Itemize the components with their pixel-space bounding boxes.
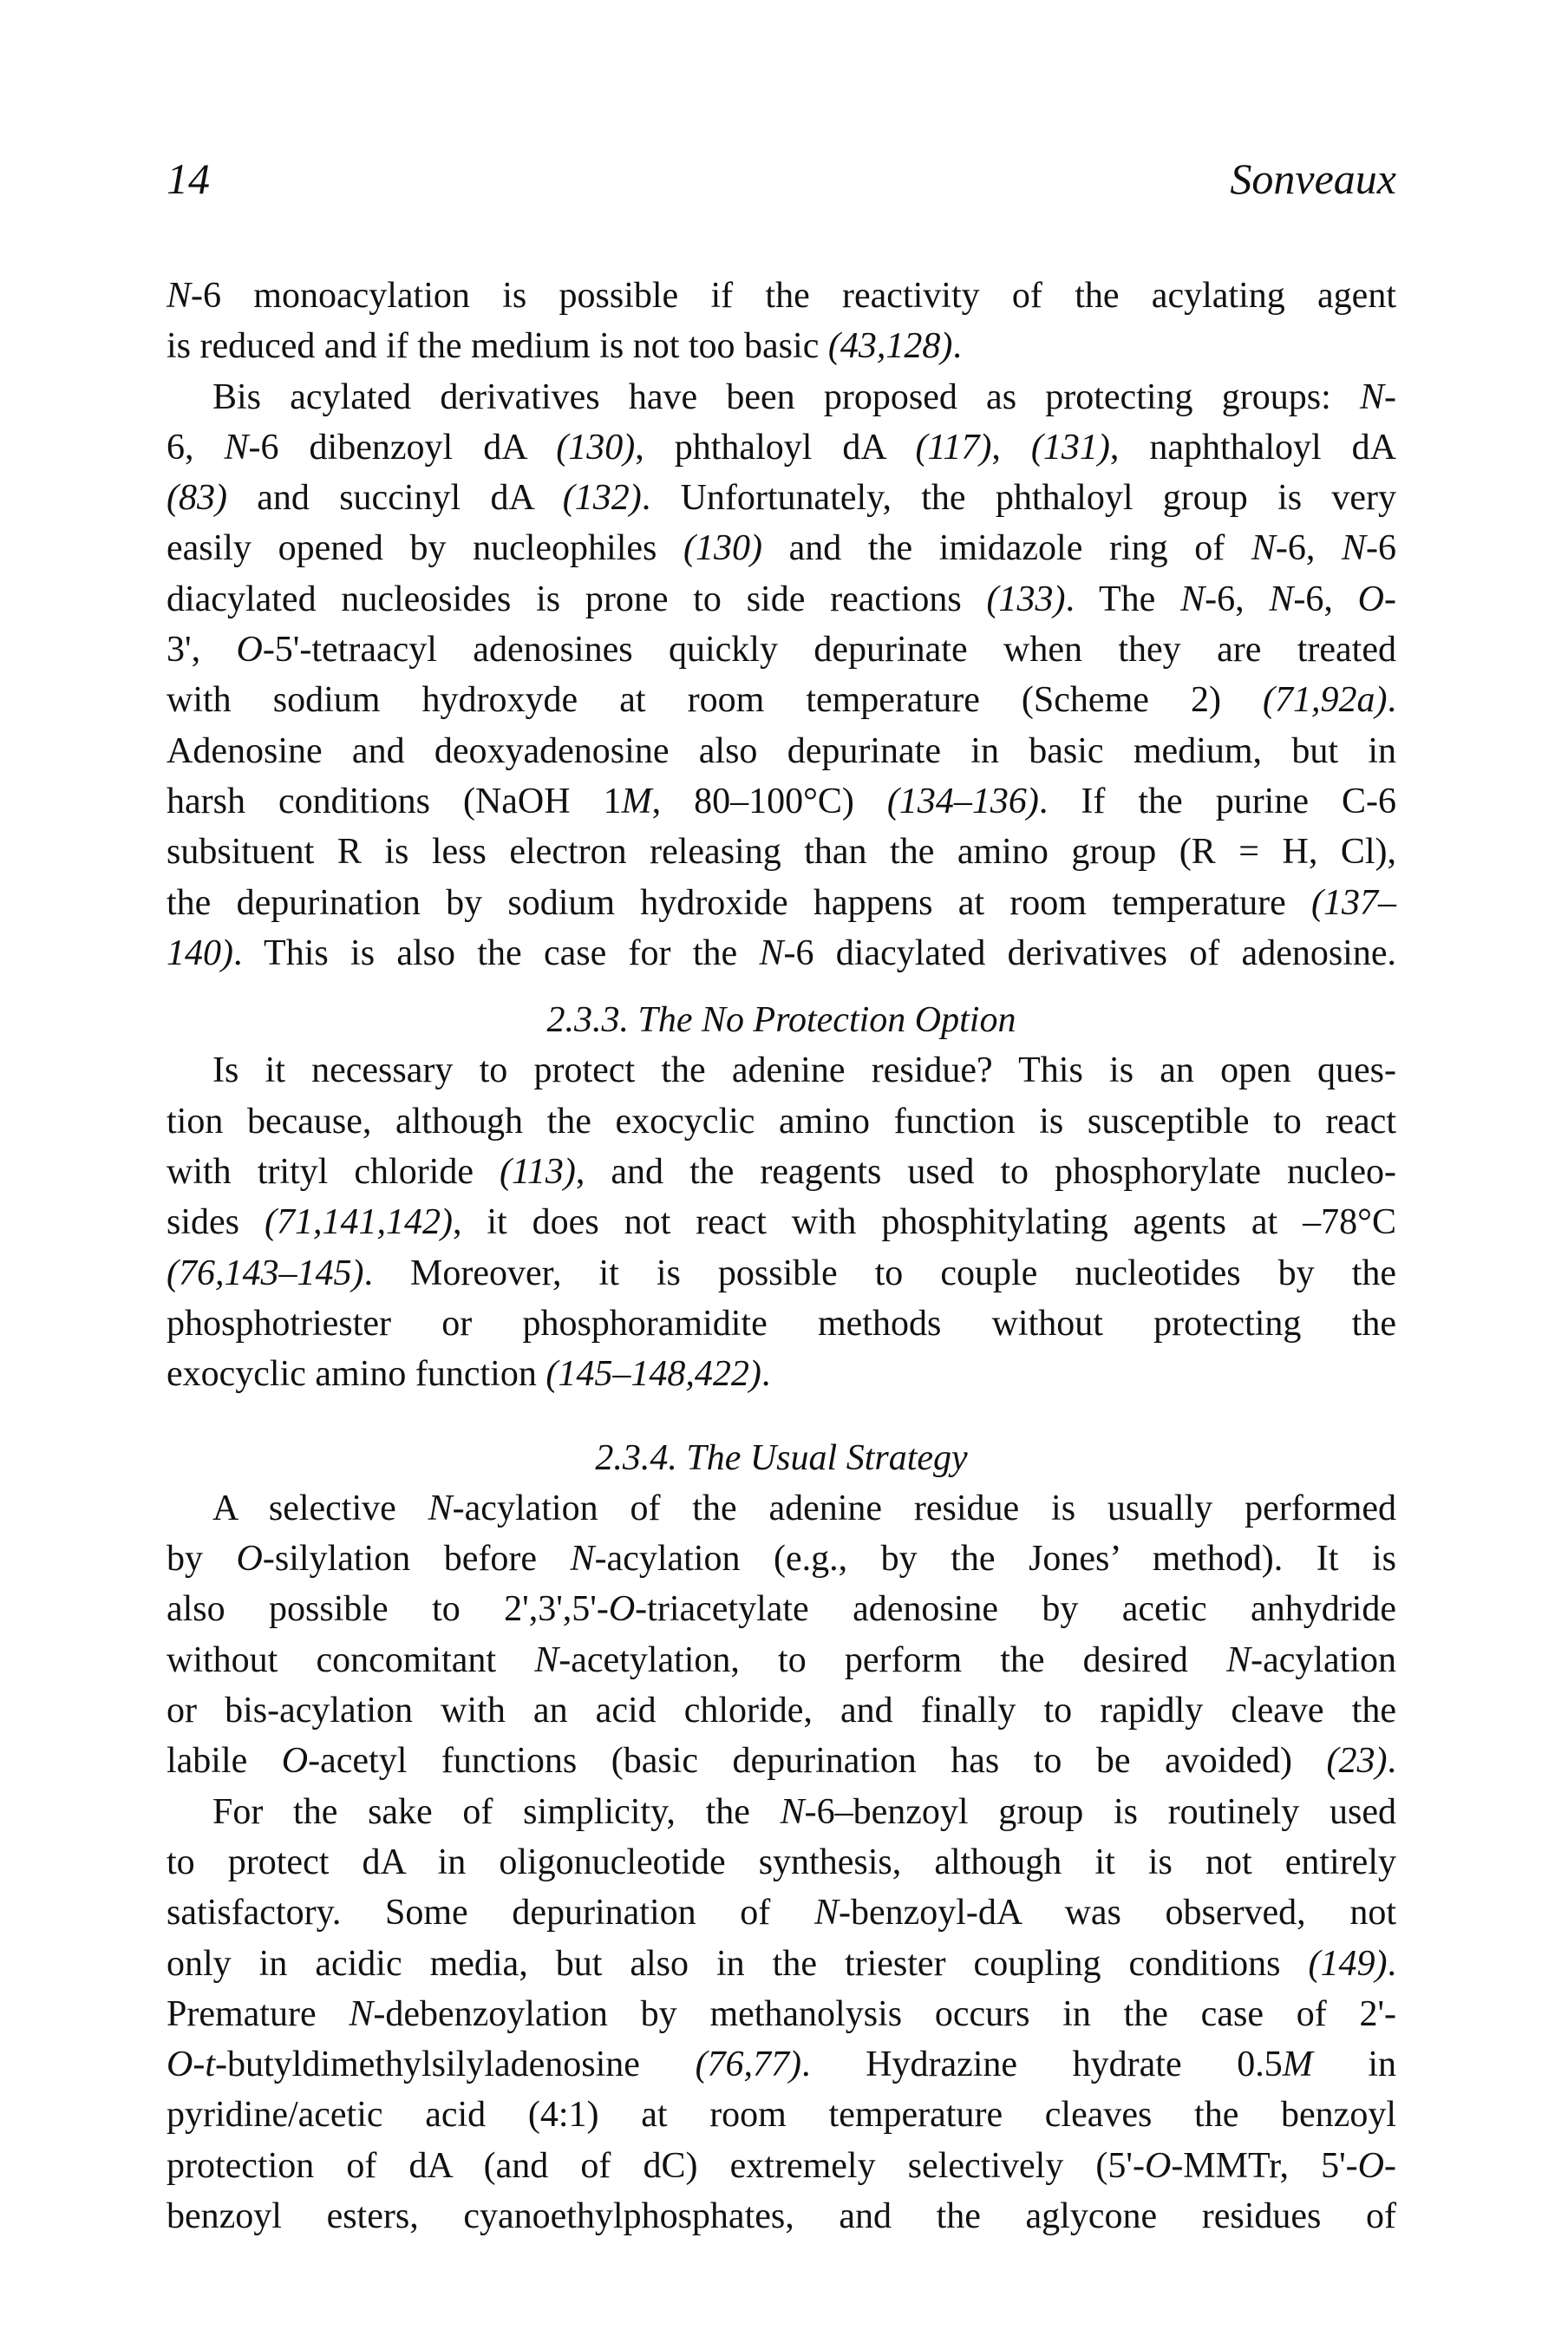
text-run: , and the reagents used to phosphorylate nucleo- [575, 1152, 1396, 1193]
running-title: Sonveaux [1230, 154, 1396, 203]
text-run: is reduced and if the medium is not too basic [167, 326, 828, 367]
text-line [167, 1433, 1396, 1483]
page-number: 14 [167, 154, 210, 203]
text-run: pyridine/acetic acid (4:1) at room temperature cleaves the benzoyl [167, 2095, 1396, 2136]
text-line [167, 321, 1396, 371]
text-line [167, 1299, 1396, 1349]
italic-text: N [1269, 579, 1294, 619]
text-run: -acylation of the adenine residue is usually performed [452, 1488, 1397, 1528]
text-line [167, 1939, 1396, 1989]
text-run: -benzoyl-dA was observed, not [838, 1893, 1396, 1934]
text-run: -6, [1205, 579, 1270, 619]
italic-text: (71,92a) [1263, 680, 1388, 721]
text-line [167, 523, 1396, 573]
text-line [167, 2090, 1396, 2140]
text-run: phosphotriester or phosphoramidite methods without protecting the [167, 1303, 1396, 1344]
text-run: -butyldimethylsilyladenosine [215, 2045, 696, 2085]
text-line [167, 928, 1396, 978]
text-run: - [193, 2045, 206, 2085]
text-run: with sodium hydroxyde at room temperature (Scheme 2) [167, 680, 1264, 721]
text-run: , [991, 427, 1031, 468]
text-line [167, 372, 1396, 422]
text-line [167, 1096, 1396, 1147]
text-run: -5'-tetraacyl adenosines quickly depurinate when they are treated [262, 630, 1396, 671]
text-run: -triacetylate adenosine by acetic anhydride [635, 1589, 1396, 1630]
text-run: in [1312, 2045, 1396, 2085]
text-run: Is it necessary to protect the adenine residue? This is an open ques- [212, 1050, 1396, 1091]
text-line [167, 2191, 1396, 2241]
text-run: the depurination by sodium hydroxide happens at room temperature [167, 882, 1311, 923]
text-run: - [1384, 2145, 1396, 2186]
text-run: benzoyl esters, cyanoethylphosphates, and the aglycone residues of [167, 2195, 1396, 2236]
text-line [167, 675, 1396, 725]
text-line [167, 625, 1396, 675]
text-run: . Unfortunately, the phthaloyl group is very [641, 478, 1397, 519]
italic-text: (130) [556, 427, 636, 468]
italic-text: O [608, 1589, 636, 1630]
italic-text: N [1341, 528, 1366, 569]
italic-text: 2.3.3. The No Protection Option [546, 1000, 1016, 1041]
italic-text: (76,77) [695, 2045, 802, 2085]
italic-text: N [759, 932, 784, 973]
text-run: . Hydrazine hydrate 0.5 [801, 2045, 1283, 2085]
text-run: -MMTr, 5'- [1171, 2145, 1358, 2186]
italic-text: N [813, 1893, 839, 1934]
paragraph [167, 1045, 1396, 1399]
italic-text: t [205, 2045, 216, 2085]
italic-text: M [1282, 2045, 1313, 2085]
text-run: -6 [1366, 528, 1396, 569]
body-text-column [167, 271, 1396, 2241]
text-run: -silylation before [262, 1539, 571, 1580]
text-run: -acylation (e.g., by the Jones’ method). It is [594, 1539, 1397, 1580]
text-run: -6 dibenzoyl dA [248, 427, 557, 468]
text-run: , phthaloyl dA [635, 427, 916, 468]
text-run: . [1387, 1943, 1396, 1984]
italic-text: N [570, 1539, 595, 1580]
text-line [167, 2039, 1396, 2090]
italic-text: O [1357, 2145, 1384, 2186]
italic-text: 2.3.4. The Usual Strategy [595, 1437, 968, 1478]
text-run: . This is also the case for the [233, 932, 760, 973]
text-run: -6–benzoyl group is routinely used [804, 1791, 1396, 1832]
text-run: tion because, although the exocyclic amino function is susceptible to react [167, 1101, 1396, 1142]
italic-text: O [167, 2045, 193, 2085]
text-line [167, 1147, 1396, 1197]
text-run: -6, [1293, 579, 1358, 619]
text-run: . The [1065, 579, 1181, 619]
text-run: 3', [167, 630, 237, 671]
text-run: harsh conditions (NaOH 1 [167, 781, 622, 821]
italic-text: (71,141,142) [264, 1202, 453, 1243]
italic-text: M [621, 781, 652, 821]
text-line [167, 574, 1396, 625]
text-run: also possible to 2',3',5'- [167, 1589, 609, 1630]
text-line [167, 1534, 1396, 1584]
text-run: - [1383, 579, 1396, 619]
italic-text: N [534, 1639, 559, 1680]
text-run: , 80–100°C) [651, 781, 887, 821]
italic-text: (43,128) [827, 326, 953, 367]
text-run: -debenzoylation by methanolysis occurs in the case of 2'- [373, 1993, 1397, 2034]
text-line [167, 1045, 1396, 1096]
text-run: . [1387, 680, 1396, 721]
text-line [167, 1635, 1396, 1685]
text-run: sides [167, 1202, 265, 1243]
text-run: subsituent R is less electron releasing than the amino group (R = H, Cl), [167, 832, 1396, 873]
text-line [167, 726, 1396, 776]
text-run: by [167, 1539, 237, 1580]
text-run: or bis-acylation with an acid chloride, and finally to rapidly cleave the [167, 1691, 1396, 1731]
text-run: -acetylation, to perform the desired [559, 1639, 1227, 1680]
italic-text: 140) [167, 932, 233, 973]
text-run: -6 diacylated derivatives of adenosine. [783, 932, 1396, 973]
text-line [167, 1685, 1396, 1736]
text-line [167, 1349, 1396, 1399]
text-run: . Moreover, it is possible to couple nucleotides by the [363, 1253, 1396, 1293]
text-line [167, 1197, 1396, 1247]
text-run: and succinyl dA [226, 478, 563, 519]
italic-text: (117) [915, 427, 992, 468]
paragraph [167, 1483, 1396, 1787]
text-line [167, 1483, 1396, 1534]
italic-text: (134–136) [886, 781, 1039, 821]
italic-text: N [349, 1993, 374, 2034]
italic-text: O [1357, 579, 1384, 619]
italic-text: (133) [986, 579, 1066, 619]
italic-text: N [1359, 376, 1384, 417]
italic-text: (76,143–145) [167, 1253, 364, 1293]
text-run: Bis acylated derivatives have been proposed as protecting groups: [212, 376, 1360, 417]
text-run: - [1384, 376, 1396, 417]
italic-text: (149) [1308, 1943, 1388, 1984]
text-run: exocyclic amino function [167, 1354, 546, 1395]
text-run: and the imidazole ring of [761, 528, 1251, 569]
text-run: . [1387, 1741, 1396, 1782]
text-line [167, 1989, 1396, 2039]
section-heading [167, 995, 1396, 1045]
text-run: For the sake of simplicity, the [212, 1791, 781, 1832]
text-run: -6, [1275, 528, 1342, 569]
italic-text: N [1226, 1639, 1251, 1680]
paragraph [167, 271, 1396, 372]
text-run: diacylated nucleosides is prone to side reactions [167, 579, 987, 619]
text-line [167, 776, 1396, 827]
text-run: -6 monoacylation is possible if the reactivity of the acylating agent [191, 276, 1396, 316]
text-run: . [952, 326, 962, 367]
italic-text: (145–148,422) [546, 1354, 761, 1395]
text-run: only in acidic media, but also in the triester coupling conditions [167, 1943, 1309, 1984]
italic-text: O [236, 630, 263, 671]
paragraph [167, 1787, 1396, 2242]
text-run: -acetyl functions (basic depurination has to be avoided) [308, 1741, 1327, 1782]
text-run: , it does not react with phosphitylating agents at –78°C [452, 1202, 1396, 1243]
italic-text: (130) [683, 528, 762, 569]
text-run: . [761, 1354, 771, 1395]
italic-text: (132) [562, 478, 642, 519]
text-run: A selective [212, 1488, 428, 1528]
italic-text: (131) [1030, 427, 1110, 468]
text-line [167, 473, 1396, 523]
text-line [167, 1584, 1396, 1634]
text-run: labile [167, 1741, 282, 1782]
text-run: . If the purine C-6 [1038, 781, 1397, 821]
italic-text: (113) [500, 1152, 576, 1193]
text-run: Adenosine and deoxyadenosine also depurinate in basic medium, but in [167, 730, 1396, 771]
italic-text: O [236, 1539, 263, 1580]
text-line [167, 271, 1396, 321]
text-run: to protect dA in oligonucleotide synthesis, although it is not entirely [167, 1842, 1396, 1882]
italic-text: N [224, 427, 249, 468]
paragraph [167, 372, 1396, 979]
text-run: easily opened by nucleophiles [167, 528, 683, 569]
text-run: satisfactory. Some depurination of [167, 1893, 814, 1934]
italic-text: (23) [1326, 1741, 1388, 1782]
text-run: , naphthaloyl dA [1109, 427, 1397, 468]
italic-text: N [780, 1791, 805, 1832]
text-line [167, 2141, 1396, 2191]
text-run: -acylation [1251, 1639, 1396, 1680]
text-line [167, 1837, 1396, 1888]
italic-text: O [1144, 2145, 1172, 2186]
text-line [167, 827, 1396, 877]
text-run: protection of dA (and of dC) extremely selectively (5'- [167, 2145, 1145, 2186]
text-line [167, 1787, 1396, 1837]
italic-text: (83) [167, 478, 227, 519]
text-line [167, 1248, 1396, 1299]
section-heading [167, 1433, 1396, 1483]
italic-text: O [281, 1741, 309, 1782]
text-line [167, 995, 1396, 1045]
text-run: without concomitant [167, 1639, 535, 1680]
text-run: 6, [167, 427, 225, 468]
italic-text: (137– [1311, 882, 1396, 923]
italic-text: N [167, 276, 192, 316]
italic-text: N [1180, 579, 1205, 619]
text-line [167, 1888, 1396, 1938]
text-line [167, 422, 1396, 473]
text-line [167, 878, 1396, 928]
text-run: with trityl chloride [167, 1152, 500, 1193]
text-run: Premature [167, 1993, 350, 2034]
italic-text: N [428, 1488, 453, 1528]
italic-text: N [1251, 528, 1276, 569]
text-line [167, 1736, 1396, 1786]
